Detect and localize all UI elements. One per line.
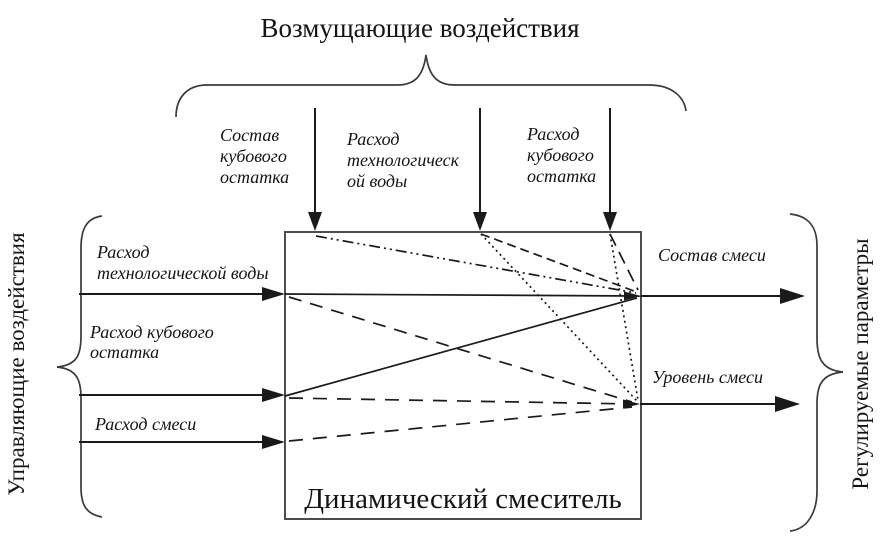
edge-top1-to-output1-dashdotdot: [316, 236, 636, 293]
top-input-label-3: [526, 124, 596, 186]
edge-left1-to-output1-solid: [285, 294, 641, 296]
output-arrow-2: [640, 396, 800, 412]
left-input-arrow-2: [79, 388, 285, 402]
svg-text:Расход смеси: Расход смеси: [95, 414, 197, 434]
left-input-label-1: [96, 242, 269, 283]
regulated-parameters-label: Регулируемые параметры: [848, 238, 873, 490]
control-actions-label: Управляющие воздействия: [4, 232, 29, 496]
left-input-arrow-1: [79, 287, 285, 301]
arrow-down-icon: [473, 212, 487, 231]
svg-text:технологическ: технологическ: [347, 150, 460, 170]
edge-left2-to-output2-dashed: [289, 398, 632, 404]
edge-left3-to-output2-dashed: [289, 407, 632, 441]
svg-text:технологической воды: технологической воды: [97, 263, 269, 283]
top-input-arrow-2: [473, 108, 487, 231]
arrow-down-icon: [603, 212, 617, 231]
left-input-label-3: [94, 414, 196, 434]
svg-text:остатка: остатка: [527, 166, 597, 186]
arrow-right-icon: [775, 396, 800, 412]
arrow-right-icon: [262, 388, 285, 402]
output-label-2: Уровень смеси: [652, 367, 764, 387]
svg-text:Расход: Расход: [527, 124, 580, 144]
svg-text:кубового: кубового: [527, 145, 594, 165]
mixer-box-label: Динамический смеситель: [304, 483, 622, 515]
top-input-arrow-3: [603, 108, 617, 231]
top-input-arrow-1: [308, 108, 322, 231]
edge-top2-to-output2-dotted: [481, 234, 637, 401]
left-input-arrow-3: [79, 435, 285, 449]
svg-text:Расход кубового: Расход кубового: [90, 322, 214, 342]
arrow-right-icon: [262, 435, 285, 449]
arrow-down-icon: [308, 212, 322, 231]
left-input-label-2: [89, 322, 214, 362]
output-arrow-1: [641, 288, 805, 304]
svg-text:Расход: Расход: [97, 242, 150, 262]
mixer-box: [285, 232, 641, 519]
edge-top3-to-output2-dotted: [610, 234, 638, 400]
svg-text:остатка: остатка: [90, 342, 160, 362]
right-brace: [790, 214, 843, 531]
arrow-right-icon: [780, 288, 805, 304]
svg-text:Состав: Состав: [220, 125, 280, 145]
top-input-label-2: [346, 129, 460, 191]
output-label-1: Состав смеси: [658, 245, 766, 265]
top-input-label-1: [220, 125, 289, 187]
arrow-right-icon: [262, 287, 285, 301]
edge-left1-to-output2-dashed: [289, 297, 632, 402]
top-brace: [176, 55, 686, 117]
left-brace: [57, 216, 102, 517]
svg-text:остатка: остатка: [220, 167, 290, 187]
svg-text:Расход: Расход: [347, 129, 400, 149]
svg-text:кубового: кубового: [220, 146, 287, 166]
svg-text:ой воды: ой воды: [347, 171, 408, 191]
edge-top2-to-output1-dashed: [481, 234, 634, 291]
disturbing-influences-title: Возмущающие воздействия: [260, 13, 580, 43]
